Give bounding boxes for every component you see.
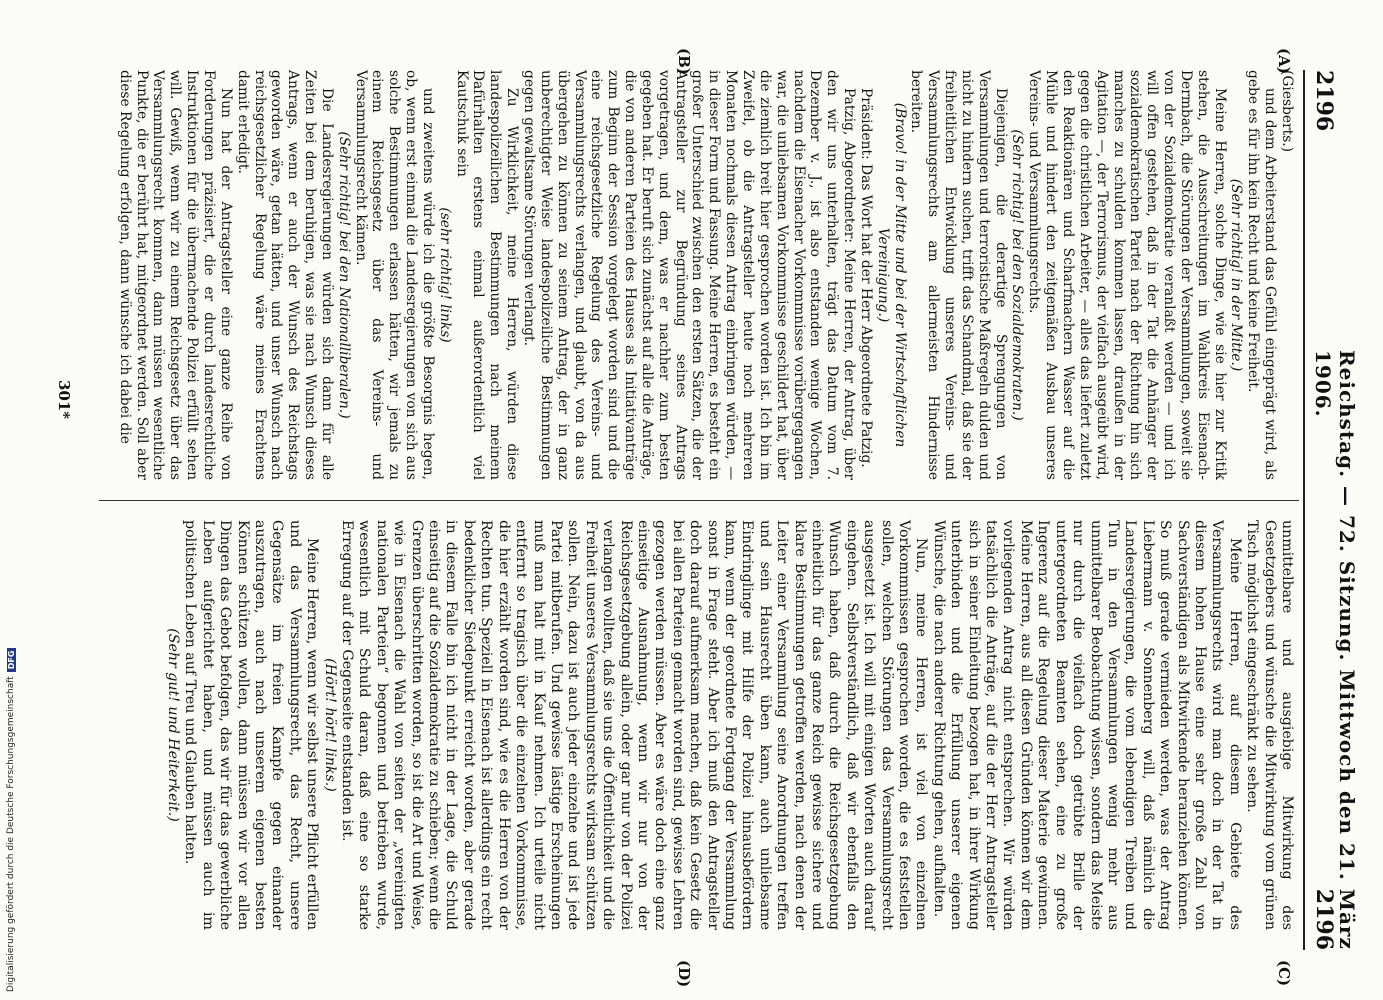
paragraph: Die Landesregierungen würden sich dann für alle Zeiten bei dem beruhigen, was sie nach Wunsch dieses Antrags, wenn er auch der Wunsch des Reichstags geworden wäre, getan hätten, und unser Wunsch nach reichsgesetzlicher Regelung wäre meines Erachtens damit erledigt. [234, 70, 335, 480]
margin-marker-b: (B) [675, 48, 693, 75]
paragraph: Diejenigen, die derartige Sprengungen von Versammlungen und terroristische Maßregeln dulden und nicht zu hindern suchen, trifft das Schandmal, daß sie der freiheitlichen Entwicklung unseres Vereins- und Versammlungsrechts am allermeisten Hindernisse bereiten. [908, 70, 1009, 480]
paragraph: (Giesberts.) [1279, 70, 1295, 153]
paragraph: Meine Herren, auf diesem Gebiete des Versammlungsrechts wird man doch in der Tat in diesem hohen Hause eine sehr große Zahl von Sachverständigen als Mitwirkende heranziehen können. So muß gerade vermieden werden, was der Antrag Liebermann v. Sonnenberg will, daß nämlich die Landesregierungen, die vom lebendigen Treiben und Tun in den Versammlungen wenig mehr aus unmittelbarer Beobachtung wissen, sondern das Meiste nur durch die vielfach doch getrübte Brille der untergeordneten Beamten sehen, eine zu große Ingerenz auf die Regelung dieser Materie gewinnen. Meine Herren, aus all diesen Gründen können wir dem vorliegenden Antrag nicht entsprechen. Wir würden tatsächlich die Anträge, auf die der Herr Antragsteller sich in seiner Einleitung bezogen hat, in ihrer Wirkung unterbinden und die Erfüllung unserer eigenen Wünsche, die nach anderer Richtung gehen, aufhalten. [930, 520, 1243, 930]
stage-remark: (Sehr richtig! bei den Sozialdemokraten.) [1009, 129, 1026, 421]
paragraph: und zweitens würde ich die größte Besorgnis hegen, ob, wenn erst einmal die Landesregierungen von sich aus solche Bestimmungen erlassen hätten, wir jemals zu einem Reichsgesetz über das Vereins- und Versammlungsrecht kämen. [352, 70, 436, 480]
paragraph: unmittelbare und ausgiebige Mitwirkung des Gesetzgebers und wünsche die Mitwirkung vom grünen Tisch möglichst eingeschränkt zu sehen. [1244, 520, 1295, 930]
margin-marker-d: (D) [675, 960, 693, 988]
credit-text: Digitalisierung gefördert durch die Deutsche Forschungsgemeinschaft [6, 676, 16, 992]
dfg-logo-icon: DFG [7, 648, 16, 673]
header-title: Reichstag. — 72. Sitzung. Mittwoch den 21. März 1906. [1311, 350, 1359, 950]
paragraph: Meine Herren, solche Dinge, wie sie hier zur Kritik stehen, die Ausschreitungen im Wahlkreis Eisenach-Dermbach, die Störungen der Versammlungen, soweit sie von der Sozialdemokratie veranlaßt werden — und ich will offen gestehen, daß in der Tat die Anhänger der sozialdemokratischen Partei nach der Richtung hin sich manches zu schulden kommen lassen, draußen in der Agitation —, der Terrorismus, der vielfach ausgeübt wird, gegen die christlichen Arbeiter, — alles das liefert zuletzt den Reaktionären und Scharfmachern Wasser auf die Mühle und hindert den zeitgemäßen Ausbau unseres Vereins- und Versammlungsrechts. [1026, 70, 1228, 480]
digitization-credit [4, 610, 18, 992]
left-text-column [116, 70, 1295, 480]
paragraph: Nun hat der Antragsteller eine ganze Reihe von Forderungen präzisiert, die er durch landesrechtliche Instruktionen für die übermachende Polizei erfüllt sehen will. Gewiß, wenn wir zu einem Reichsgesetz über das Versammlungsrecht kommen, dann müssen wesentliche Punkte, die er berührt hat, mitgeordnet werden. Soll aber diese Regelung erfolgen, dann wünsche ich dabei die [116, 70, 234, 480]
stage-remark: (Bravo! in der Mitte und bei der Wirtschaftlichen Vereinigung.) [874, 102, 908, 448]
stage-remark: (Sehr richtig! bei den Nationalliberalen.) [335, 131, 352, 419]
header-rule [1303, 70, 1305, 950]
paragraph: Präsident: Das Wort hat der Herr Abgeordnete Patzig. [857, 88, 874, 468]
page-number-right: 2196 [1311, 888, 1337, 950]
margin-marker-c: (C) [1275, 960, 1293, 987]
stage-remark: (Sehr gut! und Heiterkeit.) [165, 628, 181, 822]
footer-code: 301* [55, 380, 73, 420]
paragraph: und dem Arbeiterstand das Gefühl eingeprägt wird, als gebe es für ihn kein Recht und keine Freiheit. [1245, 70, 1279, 480]
column-divider [99, 500, 1299, 501]
page-header [1309, 70, 1359, 950]
paragraph: Meine Herren, wenn wir selbst unsere Pflicht erfüllen und das Versammlungsrecht, das Recht, unsere Gegensätze im freien Kampfe gegen einander auszutragen, auch nach unserem eigenen besten Können schützen wollen, dann müssen wir vor allen Dingen das Gebot befolgen, das wir für das gewerbliche Leben aufgerichtet haben, und müssen auch im politischen Leben auf Treu und Glauben halten. [182, 520, 321, 930]
stage-remark: (Sehr richtig! in der Mitte.) [1228, 178, 1245, 372]
margin-marker-a: (A) [1275, 48, 1293, 74]
paragraph: Zu Wirklichkeit, meine Herren, würden diese landespolizeilichen Bestimmungen nach meinem Dafürhalten erstens einmal außerordentlich viel Kautschuk sein [453, 70, 521, 480]
stage-remark: (sehr richtig! links) [436, 207, 453, 343]
stage-remark: (Hört! hört! links.) [321, 658, 338, 792]
paragraph: Nun, meine Herren, ist viel von einzelnen Vorkommnissen gesprochen worden, die es feststellen sollen, welchen Störungen das Versammlungsrecht ausgesetzt ist. Ich will mit einigen Worten auch darauf eingehen. Selbstverständlich, daß wir ebenfalls den Wunsch haben, daß durch die Reichsgesetzgebung einheitlich für das ganze Reich gewisse sichere und klare Bestimmungen getroffen werden, nach denen der Leiter einer Versammlung seine Anordnungen treffen und sein Hausrecht üben kann, auch unliebsame Eindringlinge mit Hilfe der Polizei hinausbefördern kann, wenn der geordnete Fortgang der Versammlung sonst in Frage steht. Aber ich muß den Antragsteller doch darauf aufmerksam machen, daß kein Gesetz die bei allen Parteien gemacht worden sind, gewisse Lehren gezogen werden müssen. Aber es wäre doch eine ganz einseitige Ausnahmung, wenn wir nur von der Reichsgesetzgebung allein, oder gar nur von der Polizei verlangen wollten, daß sie uns die Öffentlichkeit und die Freiheit unseres Versammlungsrechts wirksam schützen sollen. Nein, dazu ist auch jeder einzelne und ist jede Partei mitberufen. Und gewisse lästige Erscheinungen muß man halt mit in Kauf nehmen. Ich urteile nicht entfernt so tragisch über die einzelnen Vorkommnisse, die hier erzählt worden sind, wie es die Herren von der Rechten tun. Speziell in Eisenach ist allerdings ein recht bedenklicher Siedepunkt erreicht worden, aber gerade in diesem Falle bin ich nicht in der Lage, die Schuld einseitig auf die Sozialdemokratie zu schieben; wenn die Grenzen überschritten worden, so ist die Art und Weise, wie in Eisenach die Wahl von seiten der „vereinigten nationalen Parteien“ begonnen und betrieben wurde, wesentlich mit Schuld daran, daß eine so starke Erregung auf der Gegenseite entstanden ist. [339, 520, 930, 930]
right-text-column [164, 520, 1295, 930]
page-number-left: 2196 [1311, 70, 1337, 132]
paragraph: Patzig, Abgeordneter: Meine Herren, der Antrag, über den wir uns unterhalten, trägt das Datum vom 7. Dezember v. J., ist also entstanden wenige Wochen, nachdem die Eisenacher Vorkommnisse vorübergegangen war, die unliebsamen Vorkommnisse geschildert hat, über die ziemlich breit hier gesprochen worden ist. Ich bin im Zweifel, ob die Antragsteller heute noch mehreren Monaten nochmals diesen Antrag einbringen würden, — in dieser Form und Fassung. Meine Herren, es besteht ein großer Unterschied zwischen den ersten Sätzen, die der Antragsteller zur Begründung seines Antrags vorgetragen, und dem, was er nachher zum besten gegeben hat. Er beruft sich zunächst auf alle die Anträge, die von anderen Parteien des Hauses als Initiativanträge zum Beginn der Session vorgelegt worden sind und die eine reichsgesetzliche Regelung des Vereins- und Versammlungsrechts verlangen, und glaubt, von da aus übergehen zu können zu seinem Antrag, der in ganz unberechtigter Weise landespolizeiliche Bestimmungen gegen gewaltsame Störungen verlangt. [521, 70, 858, 480]
